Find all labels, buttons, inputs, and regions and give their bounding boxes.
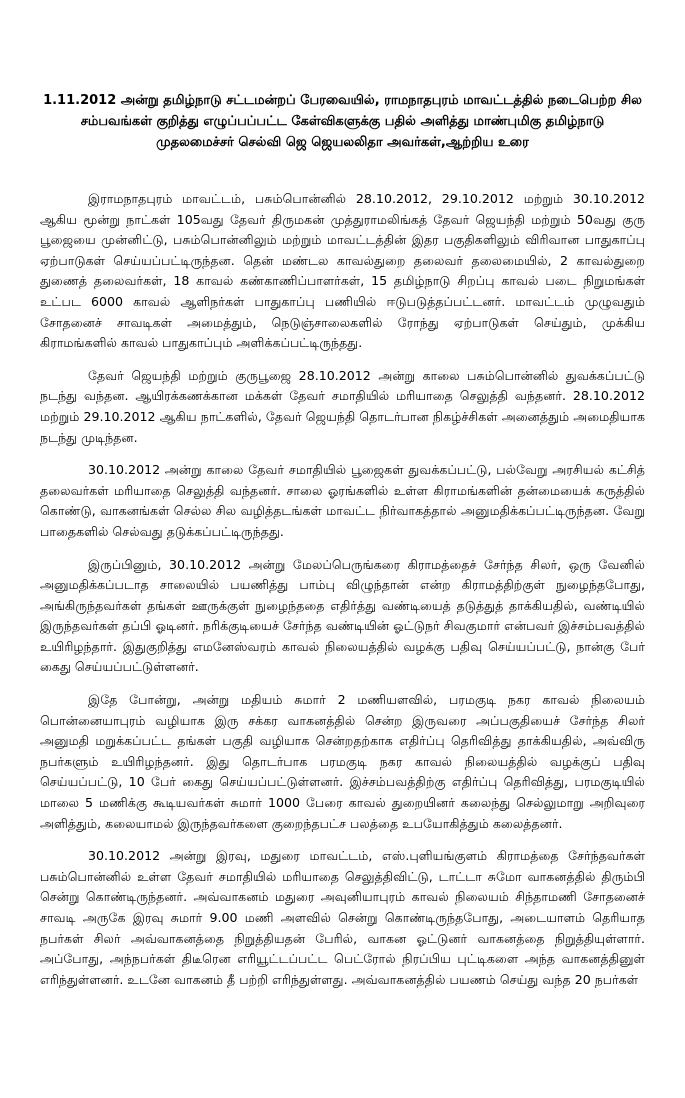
paragraph-van-incident: இருப்பினும், 30.10.2012 அன்று மேலப்பெருங்கரை கிராமத்தைச் சேர்ந்த சிலர், ஒரு வேனில் அனுமதிக்கப்படாத சாலையில் பயணித்து பாம்பு விழுந்தான் என்ற கிராமத்திற்குள் நுழைந்தபோது, அங்கிருந்தவர்கள் தங்கள் ஊருக்குள் நுழைந்ததை எதிர்த்து வண்டியைத் தடுத்துத் தாக்கியதில், வண்டியில் இருந்தவர்கள் தப்பி ஓடினர். நரிக்குடியைச் சேர்ந்த வண்டியின் ஓட்டுநர் சிவகுமார் என்பவர் இச்சம்பவத்தில் உயிரிழந்தார். இதுகுறித்து எமனேஸ்வரம் காவல் நிலையத்தில் வழக்கு பதிவு செய்யப்பட்டு, நான்கு பேர் கைது செய்யப்பட்டுள்ளனர். <box>40 556 645 675</box>
paragraph-permitted-routes: 30.10.2012 அன்று காலை தேவர் சமாதியில் பூஜைகள் துவக்கப்பட்டு, பல்வேறு அரசியல் கட்சித் தலைவர்கள் மரியாதை செலுத்தி வந்தனர். சாலை ஓரங்களில் உள்ள கிராமங்களின் தன்மையைக் கருத்தில் கொண்டு, வாகனங்கள் செல்ல சில வழித்தடங்கள் மாவட்ட நிர்வாகத்தால் அனுமதிக்கப்பட்டிருந்தன. வேறு பாதைகளில் செல்வது தடுக்கப்பட்டிருந்தது. <box>40 462 645 539</box>
paragraph-security-arrangements: இராமநாதபுரம் மாவட்டம், பசும்பொன்னில் 28.10.2012, 29.10.2012 மற்றும் 30.10.2012 ஆகிய மூன்று நாட்கள் 105வது தேவர் திருமகன் முத்துராமலிங்கத் தேவர் ஜெயந்தி மற்றும் 50வது குரு பூஜையை முன்னிட்டு, பசும்பொன்னிலும் மற்றும் மாவட்டத்தின் இதர பகுதிகளிலும் விரிவான பாதுகாப்பு ஏற்பாடுகள் செய்யப்பட்டிருந்தன. தென் மண்டல காவல்துறை தலைவர் தலைமையில், 2 காவல்துறை துணைத் தலைவர்கள், 18 காவல் கண்காணிப்பாளர்கள், 15 தமிழ்நாடு சிறப்பு காவல் படை நிறுமங்கள் உட்பட 6000 காவல் ஆளிநர்கள் பாதுகாப்பு பணியில் ஈடுபடுத்தப்பட்டனர். மாவட்டம் முழுவதும் சோதனைச் சாவடிகள் அமைத்தும், நெடுஞ்சாலைகளில் ரோந்து ஏற்பாடுகள் செய்தும், முக்கிய கிராமங்களில் காவல் பாதுகாப்பும் அளிக்கப்பட்டிருந்தது. <box>40 191 645 351</box>
paragraph-paramakudi-incident: இதே போன்று, அன்று மதியம் சுமார் 2 மணியளவில், பரமகுடி நகர காவல் நிலையம் பொன்னையாபுரம் வழியாக இரு சக்கர வாகனத்தில் சென்ற இருவரை அப்பகுதியைச் சேர்ந்த சிலர் அனுமதி மறுக்கப்பட்ட தங்கள் பகுதி வழியாக சென்றதற்காக எதிர்ப்பு தெரிவித்து தாக்கியதில், அவ்விரு நபர்களும் உயிரிழந்தனர். இது தொடர்பாக பரமகுடி நகர காவல் நிலையத்தில் வழக்குப் பதிவு செய்யப்பட்டு, 10 பேர் கைது செய்யப்பட்டுள்ளனர். இச்சம்பவத்திற்கு எதிர்ப்பு தெரிவித்து, பரமகுடியில் மாலை 5 மணிக்கு கூடியவர்கள் சுமார் 1000 பேரை காவல் துறையினர் கலைந்து செல்லுமாறு அறிவுரை அளித்தும், கலையாமல் இருந்தவர்களை குறைந்தபட்ச பலத்தை உபயோகித்தும் கலைத்தனர். <box>40 692 645 831</box>
paragraph-sumo-vehicle-incident: 30.10.2012 அன்று இரவு, மதுரை மாவட்டம், எஸ்.புளியங்குளம் கிராமத்தை சேர்ந்தவர்கள் பசும்பொன்னில் உள்ள தேவர் சமாதியில் மரியாதை செலுத்திவிட்டு, டாட்டா சுமோ வாகனத்தில் திரும்பி சென்று கொண்டிருந்தனர். அவ்வாகனம் மதுரை அவுனியாபுரம் காவல் நிலையம் சிந்தாமணி சோதனைச் சாவடி அருகே இரவு சுமார் 9.00 மணி அளவில் சென்று கொண்டிருந்தபோது, அடையாளம் தெரியாத நபர்கள் சிலர் அவ்வாகனத்தை நிறுத்தியதன் பேரில், வாகன ஓட்டுனர் வாகனத்தை நிறுத்தியுள்ளார். அப்போது, அந்நபர்கள் திடீரென எரியூட்டப்பட்ட பெட்ரோல் நிரப்பிய புட்டிகளை அந்த வாகனத்தினுள் எரிந்துள்ளனர். உடனே வாகனம் தீ பற்றி எரிந்துள்ளது. அவ்வாகனத்தில் பயணம் செய்து வந்த 20 நபர்கள் <box>40 848 645 987</box>
document-title: 1.11.2012 அன்று தமிழ்நாடு சட்டமன்றப் பேரவையில், ராமநாதபுரம் மாவட்டத்தில் நடைபெற்ற சில சம்பவங்கள் குறித்து எழுப்பப்பட்ட கேள்விகளுக்கு பதில் அளித்து மாண்புமிகு தமிழ்நாடு முதலமைச்சர் செல்வி ஜெ ஜெயலலிதா அவர்கள்,ஆற்றிய உரை <box>43 93 642 150</box>
paragraph-jayanthi-events: தேவர் ஜெயந்தி மற்றும் குருபூஜை 28.10.2012 அன்று காலை பசும்பொன்னில் துவக்கப்பட்டு நடந்து வந்தன. ஆயிரக்கணக்கான மக்கள் தேவர் சமாதியில் மரியாதை செலுத்தி வந்தனர். 28.10.2012 மற்றும் 29.10.2012 ஆகிய நாட்களில், தேவர் ஜெயந்தி தொடர்பான நிகழ்ச்சிகள் அனைத்தும் அமைதியாக நடந்து முடிந்தன. <box>40 367 645 445</box>
